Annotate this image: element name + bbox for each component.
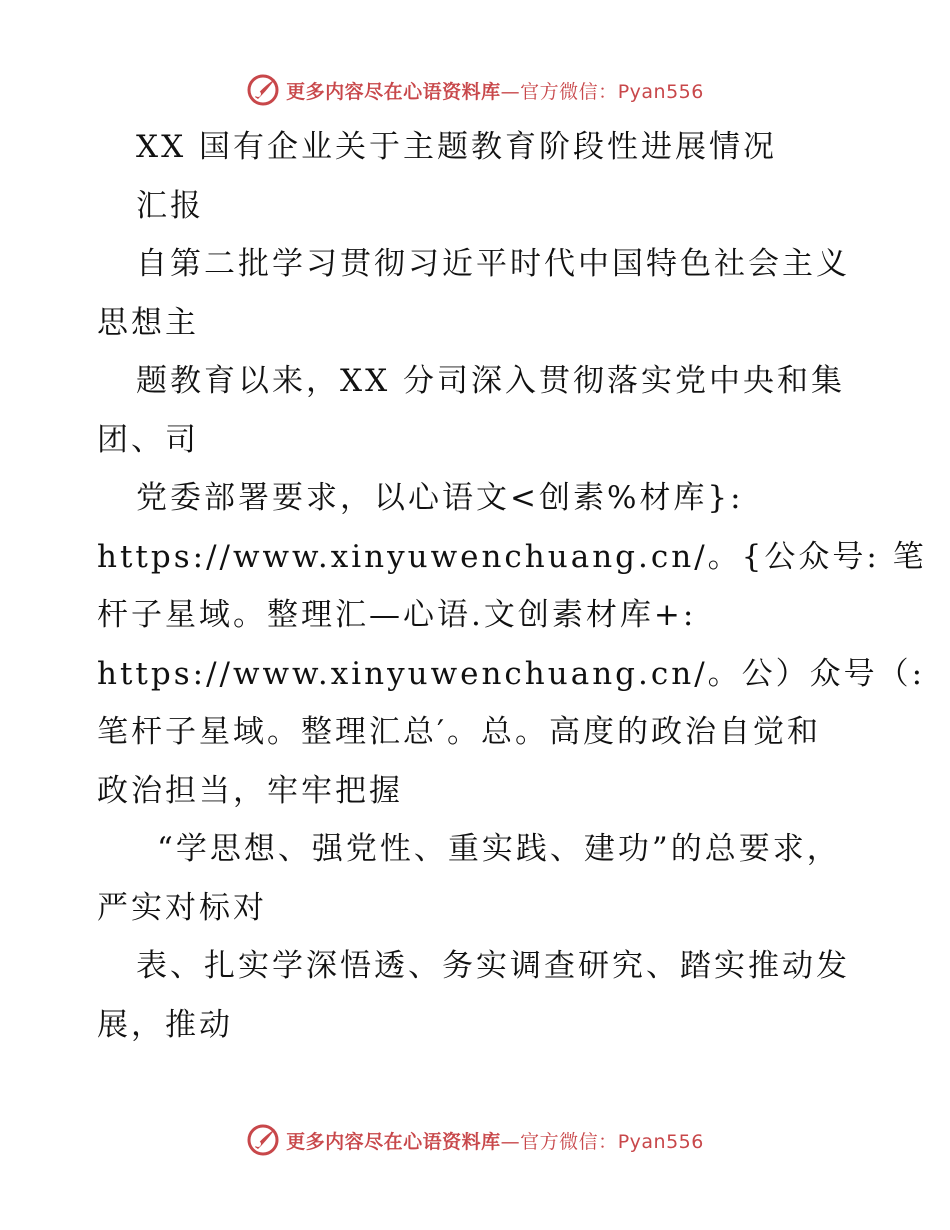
watermark-wechat-label: 官方微信： [520, 80, 618, 103]
paragraph-line: 自第二批学习贯彻习近平时代中国特色社会主义 [136, 246, 850, 282]
paragraph-line: 题教育以来，XX 分司深入贯彻落实党中央和集 [136, 363, 845, 399]
paragraph-line: https://www.xinyuwenchuang.cn/。公）众号（: [97, 655, 926, 692]
quill-logo-icon [246, 73, 280, 107]
paragraph-line: 展，推动 [97, 1006, 233, 1043]
watermark-dash: — [500, 1130, 521, 1153]
paragraph-line: “学思想、强党性、重实践、建功”的总要求， [157, 831, 841, 867]
watermark-wechat-id: Pyan556 [617, 1130, 704, 1153]
watermark-text [286, 77, 704, 104]
watermark-wechat-id: Pyan556 [617, 80, 704, 103]
header-watermark-banner [0, 70, 950, 110]
watermark-dash: — [500, 80, 521, 103]
watermark-main-text: 更多内容尽在心语资料库 [286, 80, 501, 103]
paragraph-line: 思想主 [97, 304, 199, 341]
paragraph-line: https://www.xinyuwenchuang.cn/。{公众号: 笔 [97, 538, 927, 575]
paragraph-line: 杆子星域。整理汇—心语.文创素材库+: [97, 597, 697, 633]
document-title-line-1: XX 国有企业关于主题教育阶段性进展情况 [136, 129, 777, 165]
paragraph-line: 笔杆子星域。整理汇总′。总。高度的政治自觉和 [97, 714, 822, 750]
quill-logo-icon [246, 1123, 280, 1157]
watermark-text [286, 1127, 704, 1154]
paragraph-line: 团、司 [97, 421, 199, 458]
watermark-main-text: 更多内容尽在心语资料库 [286, 1130, 501, 1153]
watermark-wechat-label: 官方微信： [520, 1130, 618, 1153]
document-title-line-2: 汇报 [136, 187, 204, 224]
paragraph-line: 党委部署要求，以心语文<创素%材库}: [136, 480, 744, 516]
paragraph-line: 政治担当，牢牢把握 [97, 772, 403, 809]
paragraph-line: 表、扎实学深悟透、务实调查研究、踏实推动发 [136, 948, 850, 984]
document-body [97, 118, 927, 1054]
footer-watermark-banner [0, 1120, 950, 1160]
paragraph-line: 严实对标对 [97, 889, 267, 926]
